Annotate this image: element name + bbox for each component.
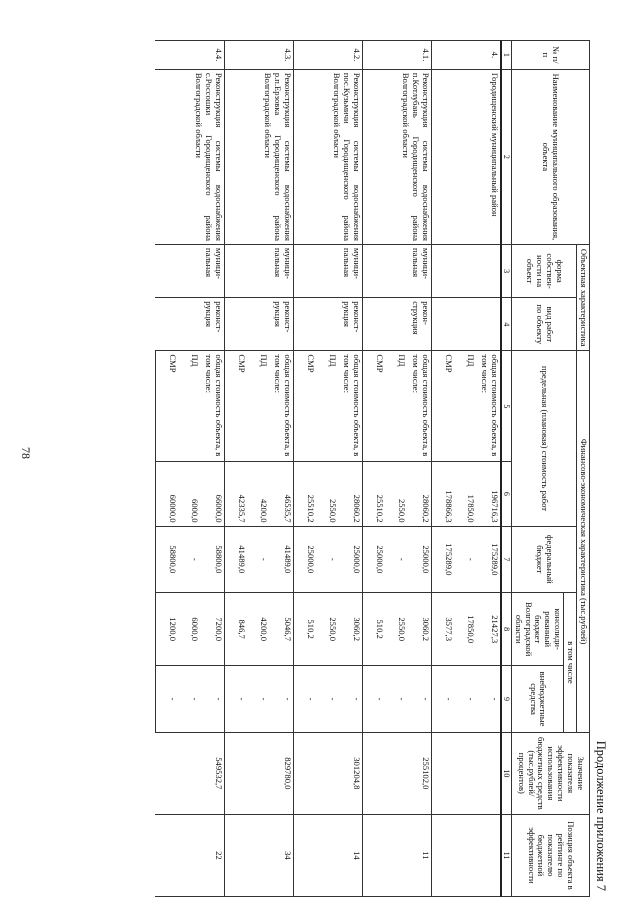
header-object-char: Объектная характеристика bbox=[577, 244, 590, 350]
work-type: реконст-рукция bbox=[224, 298, 293, 351]
cost-item-label: ПД bbox=[454, 351, 476, 462]
extrabudget-funds: - bbox=[269, 666, 294, 733]
extrabudget-funds: - bbox=[385, 666, 407, 733]
table-row bbox=[269, 41, 294, 897]
table-row bbox=[476, 41, 501, 897]
col-number: 3 bbox=[501, 244, 512, 297]
efficiency-value: 255102,0 bbox=[362, 732, 431, 814]
ownership-form: муници-пальная bbox=[362, 244, 431, 297]
extrabudget-funds: - bbox=[200, 666, 225, 733]
federal-budget: 58800,0 bbox=[200, 526, 225, 593]
header-consolidated: консолиди-рованный бюджет Волгоградской области bbox=[511, 593, 563, 666]
cost-item-label: СМР bbox=[431, 351, 454, 462]
page-number: 78 bbox=[19, 447, 33, 459]
cost-item-label: общая стоимость объекта, в том числе: bbox=[338, 351, 363, 462]
cost-item-label: СМР bbox=[155, 351, 178, 462]
federal-budget: - bbox=[454, 526, 476, 593]
rating-position: 14 bbox=[293, 814, 362, 896]
ownership-form: муници-пальная bbox=[293, 244, 362, 297]
federal-budget: 175289,0 bbox=[431, 526, 454, 593]
federal-budget: 25000,0 bbox=[362, 526, 385, 593]
extrabudget-funds: - bbox=[338, 666, 363, 733]
cost-total: 28060,2 bbox=[407, 462, 432, 526]
cost-total: 42335,7 bbox=[224, 462, 247, 526]
cost-total: 6000,0 bbox=[178, 462, 200, 526]
cost-total: 46535,7 bbox=[269, 462, 294, 526]
consolidated-budget: 3060,2 bbox=[338, 593, 363, 666]
cost-total: 28060,2 bbox=[338, 462, 363, 526]
col-number: 10 bbox=[501, 732, 512, 814]
consolidated-budget: 7200,0 bbox=[200, 593, 225, 666]
table-row bbox=[338, 41, 363, 897]
federal-budget: 41489,0 bbox=[224, 526, 247, 593]
federal-budget: 175289,0 bbox=[476, 526, 501, 593]
col-number: 1 bbox=[501, 41, 512, 70]
extrabudget-funds: - bbox=[293, 666, 316, 733]
extrabudget-funds: - bbox=[407, 666, 432, 733]
cost-total: 17850,0 bbox=[454, 462, 476, 526]
cost-total: 178866,3 bbox=[431, 462, 454, 526]
consolidated-budget: 17850,0 bbox=[454, 593, 476, 666]
col-number: 9 bbox=[501, 666, 512, 733]
table-row bbox=[407, 41, 432, 897]
consolidated-budget: 3060,2 bbox=[407, 593, 432, 666]
row-number: 4.2. bbox=[293, 41, 362, 70]
federal-budget: - bbox=[178, 526, 200, 593]
cost-item-label: общая стоимость объекта, в том числе: bbox=[407, 351, 432, 462]
row-number: 4.4. bbox=[155, 41, 224, 70]
cost-total: 25510,2 bbox=[293, 462, 316, 526]
col-number: 2 bbox=[501, 69, 512, 244]
header-in-that: в том числе bbox=[564, 593, 577, 733]
rating-position: 34 bbox=[224, 814, 293, 896]
header-cost: предельная (плановая) стоимость работ bbox=[511, 351, 576, 526]
col-number: 6 bbox=[501, 462, 512, 526]
header-ownership: форма собствен-ности на объект bbox=[511, 244, 576, 297]
header-rank: Позиция объекта в рейтинге по показателю бюджетной эффективности bbox=[511, 814, 589, 896]
header-financial-char: Финансово-экономическая характеристика (тыс.рублей) bbox=[577, 351, 590, 732]
cost-total: 25510,2 bbox=[362, 462, 385, 526]
cost-item-label: общая стоимость объекта, в том числе: bbox=[269, 351, 294, 462]
object-name: Реконструкция системы водоснабжения пос.Кузьмичи Городищенского района Волгоградской области bbox=[293, 69, 362, 244]
efficiency-value bbox=[431, 732, 501, 814]
work-type: реконст-рукция bbox=[293, 298, 362, 351]
col-number: 8 bbox=[501, 593, 512, 666]
cost-item-label: ПД bbox=[316, 351, 338, 462]
cost-item-label: ПД bbox=[247, 351, 269, 462]
federal-budget: - bbox=[247, 526, 269, 593]
cost-total: 2550,0 bbox=[385, 462, 407, 526]
extrabudget-funds: - bbox=[316, 666, 338, 733]
extrabudget-funds: - bbox=[454, 666, 476, 733]
consolidated-budget: 4200,0 bbox=[247, 593, 269, 666]
work-type: рекон-струкция bbox=[362, 298, 431, 351]
cost-total: 196716,3 bbox=[476, 462, 501, 526]
header-federal: федеральный бюджет bbox=[511, 526, 576, 593]
consolidated-budget: 1200,0 bbox=[155, 593, 178, 666]
cost-item-label: ПД bbox=[178, 351, 200, 462]
federal-budget: 58800,0 bbox=[155, 526, 178, 593]
header-name: Наименование муниципального образования, объекта bbox=[511, 69, 589, 244]
appendix-caption: Продолжение приложения 7 bbox=[594, 740, 608, 891]
header-num: № п/п bbox=[511, 41, 589, 70]
work-type bbox=[431, 298, 501, 351]
ownership-form: муници-пальная bbox=[224, 244, 293, 297]
consolidated-budget: 21427,3 bbox=[476, 593, 501, 666]
federal-budget: 25000,0 bbox=[338, 526, 363, 593]
header-extrabudget: внебюджетные средства bbox=[511, 666, 563, 733]
work-type: реконст-рукция bbox=[155, 298, 224, 351]
cost-item-label: общая стоимость объекта, в том числе: bbox=[200, 351, 225, 462]
cost-item-label: общая стоимость объекта, в том числе: bbox=[476, 351, 501, 462]
federal-budget: 25000,0 bbox=[407, 526, 432, 593]
object-name: Реконструкция системы водоснабжения п.Котлубань Городищенского района Волгоградской области bbox=[362, 69, 431, 244]
extrabudget-funds: - bbox=[224, 666, 247, 733]
efficiency-value: 301204,8 bbox=[293, 732, 362, 814]
efficiency-value: 549532,7 bbox=[155, 732, 224, 814]
consolidated-budget: 2550,0 bbox=[316, 593, 338, 666]
extrabudget-funds: - bbox=[431, 666, 454, 733]
cost-total: 66000,0 bbox=[200, 462, 225, 526]
rating-position: 22 bbox=[155, 814, 224, 896]
extrabudget-funds: - bbox=[178, 666, 200, 733]
rating-position: 11 bbox=[362, 814, 431, 896]
rating-position bbox=[431, 814, 501, 896]
extrabudget-funds: - bbox=[362, 666, 385, 733]
consolidated-budget: 5046,7 bbox=[269, 593, 294, 666]
cost-total: 4200,0 bbox=[247, 462, 269, 526]
investment-table bbox=[155, 40, 590, 897]
header-efficiency: Значение показателя эффективности использования бюджетных средств (тыс.рублей/процентов) bbox=[511, 732, 589, 814]
extrabudget-funds: - bbox=[155, 666, 178, 733]
cost-total: 2550,0 bbox=[316, 462, 338, 526]
row-number: 4.3. bbox=[224, 41, 293, 70]
row-number: 4.1. bbox=[362, 41, 431, 70]
header-work-type: вид работ по объекту bbox=[511, 298, 576, 351]
federal-budget: - bbox=[385, 526, 407, 593]
consolidated-budget: 3577,3 bbox=[431, 593, 454, 666]
ownership-form bbox=[431, 244, 501, 297]
cost-item-label: СМР bbox=[293, 351, 316, 462]
cost-item-label: СМР bbox=[362, 351, 385, 462]
object-name: Реконструкция системы водоснабжения с.Россошки Городищенского района Волгоградской области bbox=[155, 69, 224, 244]
object-name: Реконструкция системы водоснабжения р.п.Ерзовка Городищенского района Волгоградской области bbox=[224, 69, 293, 244]
col-number: 4 bbox=[501, 298, 512, 351]
cost-item-label: СМР bbox=[224, 351, 247, 462]
col-number: 11 bbox=[501, 814, 512, 896]
federal-budget: 25000,0 bbox=[293, 526, 316, 593]
col-number: 5 bbox=[501, 351, 512, 462]
col-number: 7 bbox=[501, 526, 512, 593]
federal-budget: - bbox=[316, 526, 338, 593]
efficiency-value: 829780,0 bbox=[224, 732, 293, 814]
consolidated-budget: 2550,0 bbox=[385, 593, 407, 666]
cost-item-label: ПД bbox=[385, 351, 407, 462]
consolidated-budget: 510,2 bbox=[293, 593, 316, 666]
extrabudget-funds: - bbox=[247, 666, 269, 733]
cost-total: 60000,0 bbox=[155, 462, 178, 526]
row-number: 4. bbox=[431, 41, 501, 70]
table-row bbox=[200, 41, 225, 897]
consolidated-budget: 6000,0 bbox=[178, 593, 200, 666]
ownership-form: муници-пальная bbox=[155, 244, 224, 297]
consolidated-budget: 510,2 bbox=[362, 593, 385, 666]
rotated-page bbox=[8, 40, 608, 897]
consolidated-budget: 846,7 bbox=[224, 593, 247, 666]
object-name: Городищенский муниципальный район bbox=[431, 69, 501, 244]
extrabudget-funds: - bbox=[476, 666, 501, 733]
federal-budget: 41489,0 bbox=[269, 526, 294, 593]
